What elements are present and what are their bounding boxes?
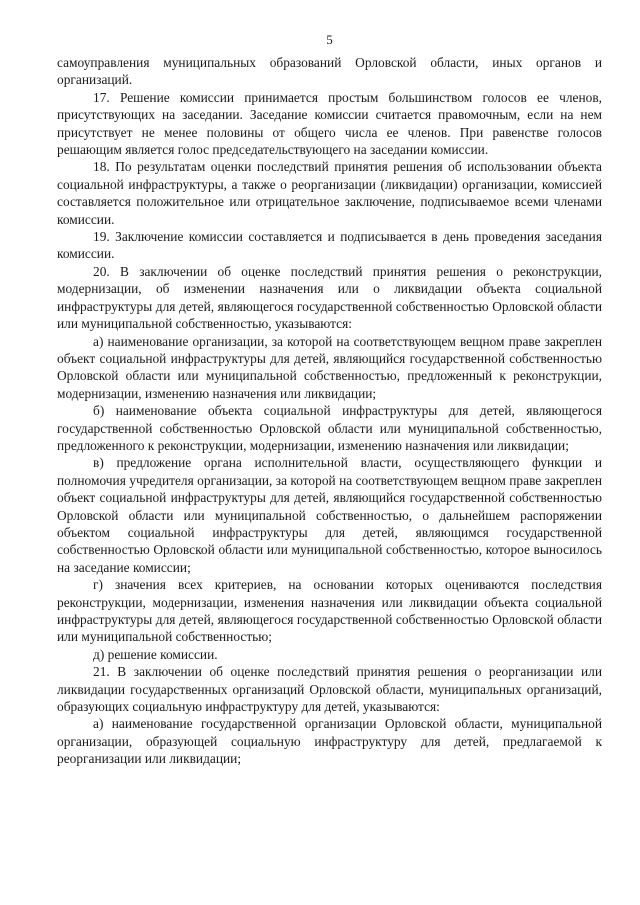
paragraph: а) наименование организации, за которой на соответствующем вещном праве закреплен объект социальной инфраструктуры для детей, являющийся государственной собственностью Орловской области или муниципальной собственностью, предложенный к реконструкции, модернизации, изменению назначения или ликвидации;	[57, 333, 602, 401]
paragraph: г) значения всех критериев, на основании которых оцениваются последствия реконструкции, модернизации, изменения назначения или ликвидации объекта социальной инфраструктуры для детей, являющегося государственной собственностью Орловской области или муниципальной собственностью;	[57, 577, 602, 645]
paragraph: 17. Решение комиссии принимается простым большинством голосов ее членов, присутствующих на заседании. Заседание комиссии считается правомочным, если на нем присутствует не менее половины от общего числа ее членов. При равенстве голосов решающим является голос председательствующего на заседании комиссии.	[57, 89, 602, 158]
paragraph: 19. Заключение комиссии составляется и подписывается в день проведения заседания комиссии.	[57, 229, 602, 262]
paragraph: б) наименование объекта социальной инфраструктуры для детей, являющегося государственной собственностью Орловской области или муниципальной собственностью, предложенного к реконструкции, модернизации, изменению назначения или ликвидации;	[57, 403, 602, 453]
paragraph: 20. В заключении об оценке последствий принятия решения о реконструкции, модернизации, об изменении назначения или о ликвидации объекта социальной инфраструктуры для детей, являющегося государственной собственностью Орловской области или муниципальной собственностью, указываются:	[57, 263, 602, 332]
paragraph: 21. В заключении об оценке последствий принятия решения о реорганизации или ликвидации государственных организаций Орловской области, муниципальных организаций, образующих социальную инфраструктуру для детей, указываются:	[57, 664, 602, 715]
paragraph: 18. По результатам оценки последствий принятия решения об использовании объекта социальной инфраструктуры, а также о реорганизации (ликвидации) организации, комиссией составляется положительное или отрицательное заключение, подписываемое всеми членами комиссии.	[57, 159, 602, 227]
document-body	[57, 54, 602, 768]
page-number: 5	[326, 32, 333, 47]
paragraph: самоуправления муниципальных образований Орловской области, иных органов и организаций.	[57, 55, 602, 88]
paragraph: а) наименование государственной организации Орловской области, муниципальной организации, образующей социальную инфраструктуру для детей, предлагаемой к реорганизации или ликвидации;	[57, 716, 602, 767]
paragraph: в) предложение органа исполнительной власти, осуществляющего функции и полномочия учредителя организации, за которой на соответствующем вещном праве закреплен объект социальной инфраструктуры для детей, являющийся государственной собственностью Орловской области или муниципальной собственностью, о дальнейшем распоряжении объектом социальной инфраструктуры для детей, являющимся государственной собственностью Орловской области или муниципальной собственностью, которое выносилось на заседание комиссии;	[57, 455, 602, 575]
paragraph: д) решение комиссии.	[93, 646, 218, 662]
